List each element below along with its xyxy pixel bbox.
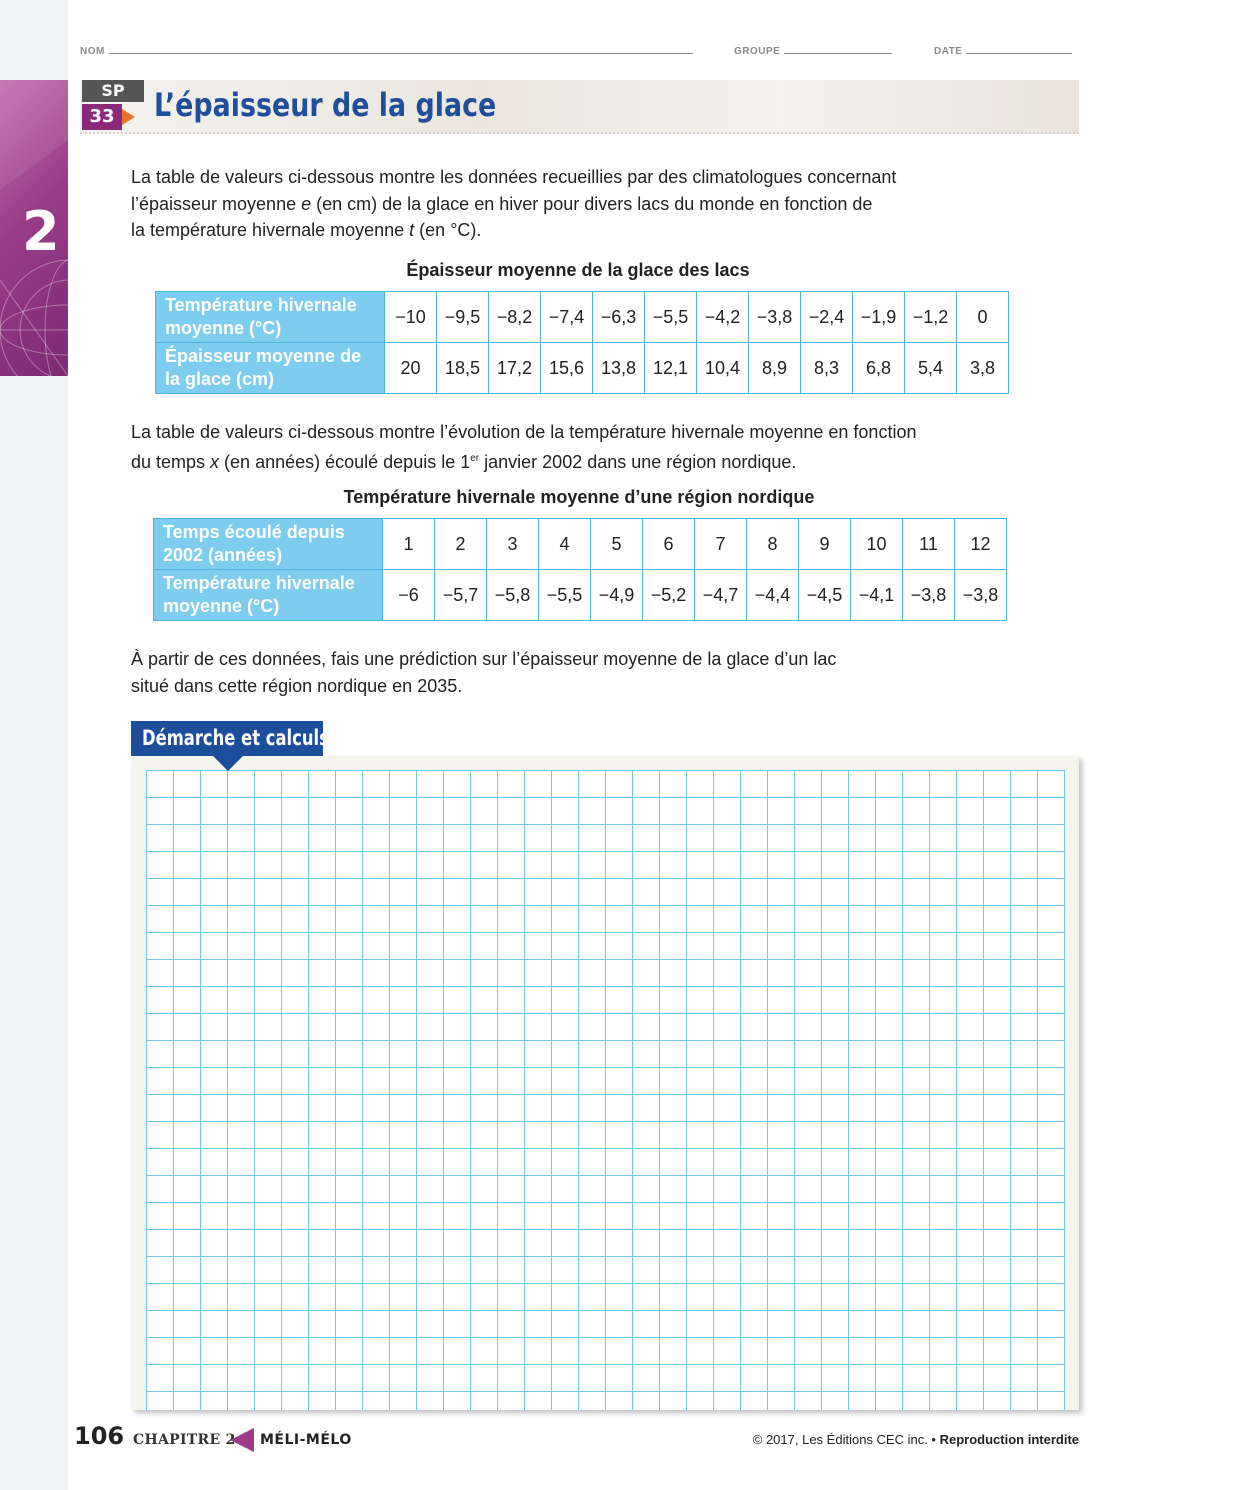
table1-cell: 8,3 — [801, 343, 853, 394]
table2-caption: Température hivernale moyenne d’une région nordique — [343, 487, 815, 507]
footer-arrow-icon — [230, 1428, 254, 1452]
table2-cell: −4,7 — [695, 570, 747, 621]
intro-line-3b: (en °C). — [414, 220, 482, 240]
table1-cell: 15,6 — [541, 343, 593, 394]
table2-cell: −5,5 — [539, 570, 591, 621]
intro-paragraph — [131, 164, 896, 244]
table1-row1-header: Température hivernale moyenne (°C) — [156, 292, 385, 343]
table2-cell: −3,8 — [955, 570, 1007, 621]
table1-cell: −9,5 — [437, 292, 489, 343]
para2-line-2b: (en années) écoulé depuis le 1 — [219, 451, 471, 472]
table1-caption: Épaisseur moyenne de la glace des lacs — [406, 260, 750, 280]
table1-cell: −6,3 — [593, 292, 645, 343]
table2-row1-header: Temps écoulé depuis 2002 (années) — [154, 519, 383, 570]
rights-text: Reproduction interdite — [939, 1432, 1079, 1447]
chapter-number: 2 — [22, 200, 60, 263]
table1-row2-header: Épaisseur moyenne de la glace (cm) — [156, 343, 385, 394]
footer-chapter: CHAPITRE 2 — [133, 1432, 236, 1448]
table2-cell: −4,5 — [799, 570, 851, 621]
table2-cell: −5,2 — [643, 570, 695, 621]
para2-var-x: x — [210, 451, 220, 472]
table1-cell: 3,8 — [957, 343, 1009, 394]
page-title: L’épaisseur de la glace — [154, 86, 497, 124]
table1-cell: −8,2 — [489, 292, 541, 343]
intro-var-e: e — [301, 193, 312, 214]
footer-copyright — [753, 1432, 1079, 1447]
sp-badge — [80, 80, 145, 132]
table2-cell: −5,7 — [435, 570, 487, 621]
table2-cell: 8 — [747, 519, 799, 570]
table1-cell: −4,2 — [697, 292, 749, 343]
table2-cell: 3 — [487, 519, 539, 570]
table2-cell: 10 — [851, 519, 903, 570]
table1-row-temperature — [156, 292, 1009, 343]
date-label: DATE — [934, 46, 963, 57]
para2-line-2a: du temps — [131, 451, 211, 472]
table2-cell: 6 — [643, 519, 695, 570]
table1-cell: 5,4 — [905, 343, 957, 394]
table1-cell: −2,4 — [801, 292, 853, 343]
table1-cell: 12,1 — [645, 343, 697, 394]
table2-row2-header: Température hivernale moyenne (°C) — [154, 570, 383, 621]
table1-cell: 18,5 — [437, 343, 489, 394]
table2-cell: 4 — [539, 519, 591, 570]
ice-thickness-table — [155, 291, 1009, 394]
table1-cell: −10 — [385, 292, 437, 343]
copyright-text: © 2017, Les Éditions CEC inc. • — [752, 1432, 940, 1447]
question-line-1: À partir de ces données, fais une prédiction sur l’épaisseur moyenne de la glace d’un lac — [131, 649, 837, 669]
table1-cell: 10,4 — [697, 343, 749, 394]
work-area-pointer-icon — [213, 756, 243, 771]
intro-line-3a: la température hivernale moyenne — [131, 220, 410, 240]
table2-cell: 2 — [435, 519, 487, 570]
sp-badge-top: SP — [82, 80, 144, 102]
table2-cell: 12 — [955, 519, 1007, 570]
nordic-temperature-table — [153, 518, 1007, 621]
table1-cell: 8,9 — [749, 343, 801, 394]
table1-cell: −5,5 — [645, 292, 697, 343]
table2-cell: −4,4 — [747, 570, 799, 621]
table2-cell: −5,8 — [487, 570, 539, 621]
para2-line-1: La table de valeurs ci-dessous montre l’évolution de la température hivernale moyenne en fonction — [131, 422, 917, 442]
groupe-field[interactable] — [734, 44, 892, 57]
intro-line-1: La table de valeurs ci-dessous montre les données recueillies par des climatologues concernant — [131, 167, 897, 187]
table2-cell: −4,9 — [591, 570, 643, 621]
table1-cell: 13,8 — [593, 343, 645, 394]
question-line-2: situé dans cette région nordique en 2035. — [131, 675, 463, 696]
table1-cell: −1,9 — [853, 292, 905, 343]
table2-cell: 1 — [383, 519, 435, 570]
work-area-label — [131, 721, 329, 756]
second-paragraph — [131, 419, 916, 475]
table2-cell: −6 — [383, 570, 435, 621]
nom-field[interactable] — [80, 44, 693, 57]
table2-cell: 9 — [799, 519, 851, 570]
table1-row-thickness — [156, 343, 1009, 394]
sp-badge-number: 33 — [82, 104, 122, 130]
sp-arrow-icon — [122, 109, 135, 125]
work-area-grid[interactable] — [146, 770, 1065, 1410]
groupe-label: GROUPE — [734, 46, 781, 57]
groupe-line[interactable] — [784, 44, 892, 54]
date-line[interactable] — [966, 44, 1072, 54]
table1-cell: 0 — [957, 292, 1009, 343]
para2-superscript: er — [470, 452, 480, 464]
table1-cell: 20 — [385, 343, 437, 394]
table2-cell: −4,1 — [851, 570, 903, 621]
table1-cell: −1,2 — [905, 292, 957, 343]
table1-cell: −7,4 — [541, 292, 593, 343]
footer-section: MÉLI-MÉLO — [260, 1432, 352, 1448]
table2-cell: 11 — [903, 519, 955, 570]
intro-line-2a: l’épaisseur moyenne — [131, 193, 302, 214]
question-paragraph — [131, 646, 836, 699]
table2-row-temperature — [154, 570, 1007, 621]
page-number: 106 — [74, 1422, 125, 1450]
nom-line[interactable] — [109, 44, 693, 54]
intro-line-2b: (en cm) de la glace en hiver pour divers lacs du monde en fonction de — [311, 193, 873, 214]
work-area-label-text: Démarche et calculs — [142, 726, 329, 750]
intro-var-t: t — [409, 220, 415, 240]
table1-cell: 17,2 — [489, 343, 541, 394]
table2-row-time — [154, 519, 1007, 570]
table2-cell: 7 — [695, 519, 747, 570]
table1-cell: 6,8 — [853, 343, 905, 394]
para2-line-2c: janvier 2002 dans une région nordique. — [479, 451, 797, 472]
table1-cell: −3,8 — [749, 292, 801, 343]
date-field[interactable] — [934, 44, 1072, 57]
table2-cell: 5 — [591, 519, 643, 570]
nom-label: NOM — [80, 46, 105, 57]
table2-cell: −3,8 — [903, 570, 955, 621]
chapter-tab — [0, 80, 68, 376]
